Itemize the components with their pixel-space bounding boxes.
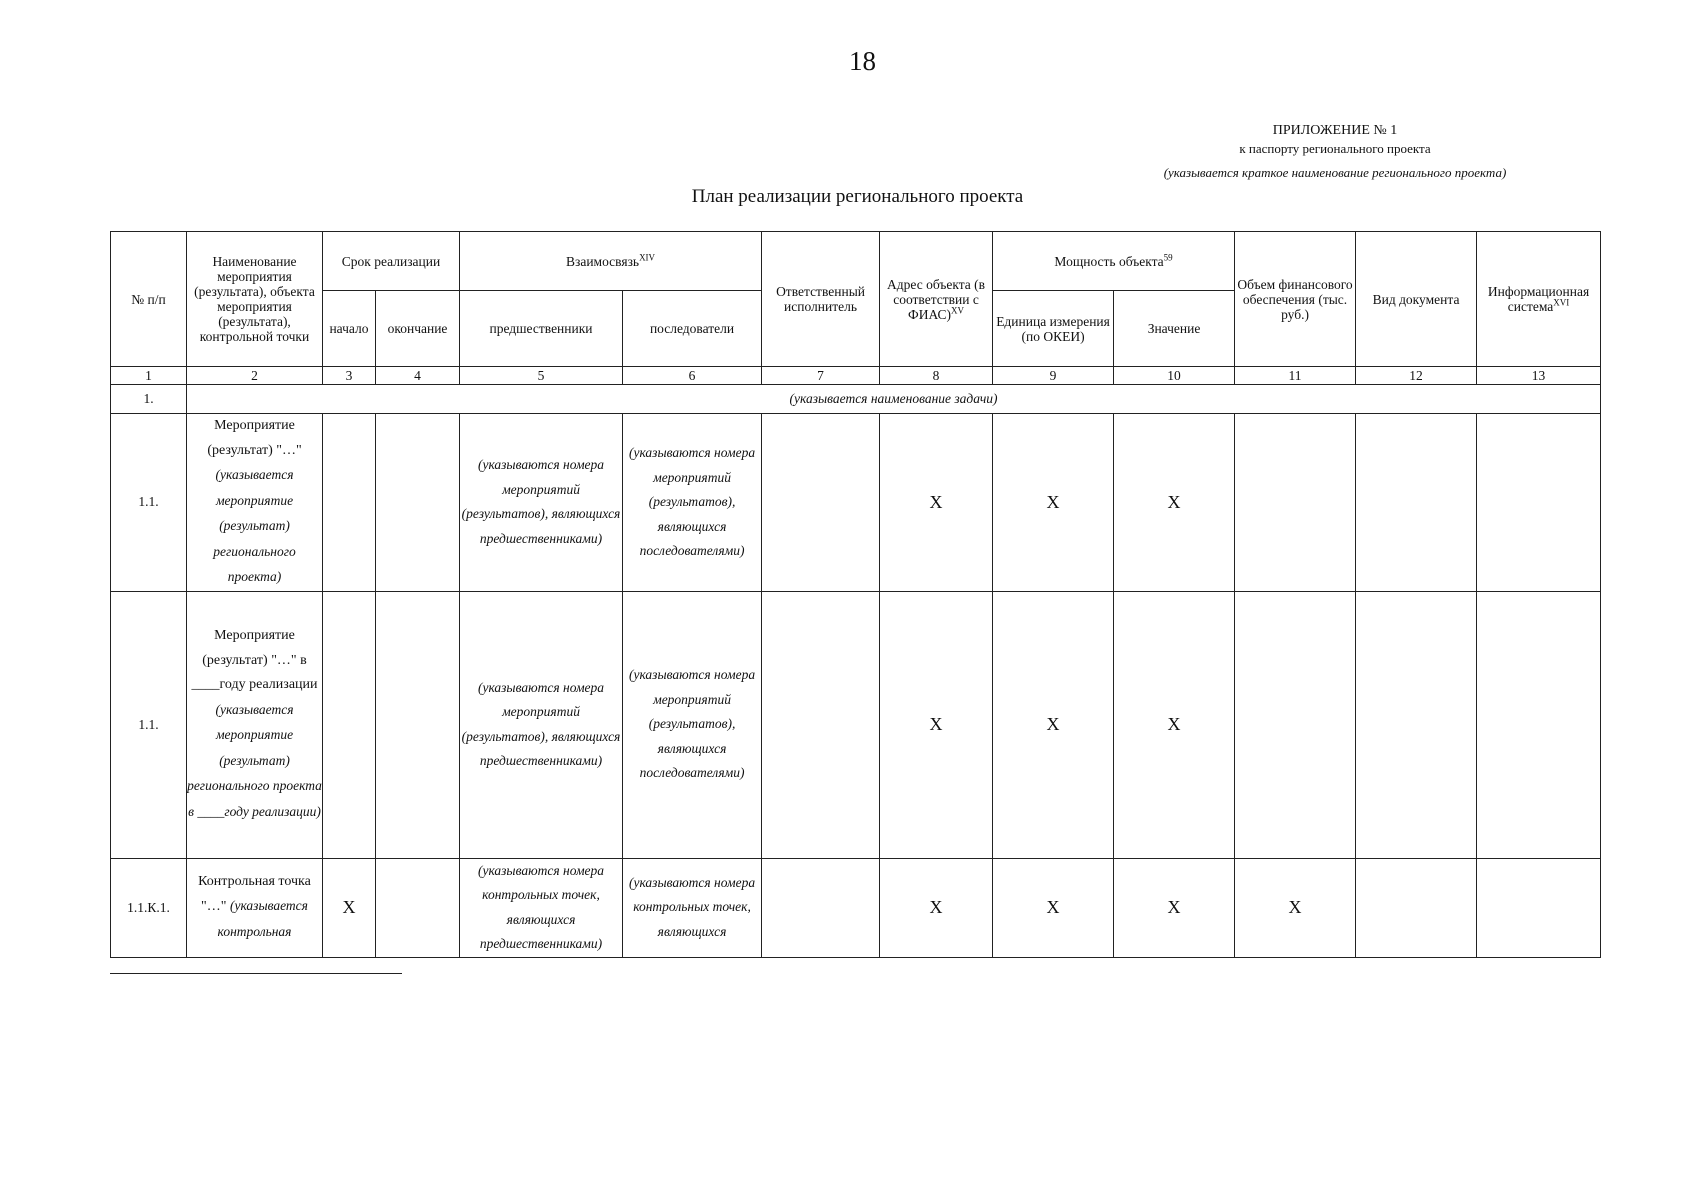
column-number: 2 (187, 367, 323, 385)
table-row (111, 414, 1601, 592)
column-number: 11 (1235, 367, 1356, 385)
header-doc-type: Вид документа (1356, 232, 1477, 367)
row-value: X (1114, 858, 1235, 957)
column-number: 4 (376, 367, 460, 385)
row-start: X (323, 858, 376, 957)
task-text: (указывается наименование задачи) (187, 385, 1601, 414)
row-name (187, 591, 323, 858)
row-unit: X (993, 591, 1114, 858)
row-doc-type (1356, 591, 1477, 858)
row-name-hint: (указывается контрольная (217, 898, 308, 939)
header-predecessors: предшественники (460, 291, 623, 367)
page-number: 18 (849, 46, 876, 76)
header-relation (460, 232, 762, 291)
column-number: 10 (1114, 367, 1235, 385)
plan-table (110, 231, 1601, 958)
header-info-system-footnote: XVI (1553, 297, 1570, 308)
appendix-subtitle: к паспорту регионального проекта (1239, 141, 1431, 156)
row-successors: (указываются номера мероприятий (результатов), являющихся последователями) (623, 414, 762, 592)
row-name-text: Мероприятие (результат) "…" (207, 418, 302, 458)
row-unit: X (993, 414, 1114, 592)
header-name: Наименование мероприятия (результата), объекта мероприятия (результата), контрольной точки (187, 232, 323, 367)
row-finance (1235, 591, 1356, 858)
column-number: 9 (993, 367, 1114, 385)
header-relation-text: Взаимосвязь (565, 253, 640, 269)
row-info-system (1477, 591, 1601, 858)
appendix-hint: (указывается краткое наименование регионального проекта) (1163, 165, 1507, 180)
row-successors: (указываются номера мероприятий (результатов), являющихся последователями) (623, 591, 762, 858)
row-start (323, 414, 376, 592)
column-number: 8 (880, 367, 993, 385)
row-num: 1.1. (111, 414, 187, 592)
row-name-hint: (указывается мероприятие (результат) регионального проекта в ____году реализации) (187, 701, 322, 819)
table-row (111, 591, 1601, 858)
task-num: 1. (111, 385, 187, 414)
table-row (111, 858, 1601, 957)
header-info-system-text: Информационная система (1487, 284, 1590, 314)
row-name-text: Контрольная точка "…" (198, 873, 311, 915)
row-name-hint: (указывается мероприятие (результат) регионального проекта) (213, 467, 296, 584)
row-name (187, 858, 323, 957)
row-finance (1235, 414, 1356, 592)
row-predecessors: (указываются номера мероприятий (результатов), являющихся предшественниками) (460, 414, 623, 592)
row-info-system (1477, 858, 1601, 957)
appendix-title: ПРИЛОЖЕНИЕ № 1 (1272, 123, 1398, 138)
row-doc-type (1356, 414, 1477, 592)
row-address: X (880, 414, 993, 592)
header-capacity-footnote: 59 (1163, 252, 1173, 262)
header-value: Значение (1114, 291, 1235, 367)
header-row (111, 232, 1601, 291)
row-num: 1.1.К.1. (111, 858, 187, 957)
row-successors: (указываются номера контрольных точек, являющихся (623, 858, 762, 957)
row-value: X (1114, 414, 1235, 592)
row-start (323, 591, 376, 858)
header-address (880, 232, 993, 367)
header-successors: последователи (623, 291, 762, 367)
row-address: X (880, 591, 993, 858)
header-capacity (993, 232, 1235, 291)
header-info-system (1477, 232, 1601, 367)
row-name (187, 414, 323, 592)
row-info-system (1477, 414, 1601, 592)
plan-title: План реализации регионального проекта (691, 186, 1024, 207)
row-unit: X (993, 858, 1114, 957)
row-address: X (880, 858, 993, 957)
header-address-footnote: XV (951, 305, 965, 315)
row-num: 1.1. (111, 591, 187, 858)
column-number: 3 (323, 367, 376, 385)
column-number: 13 (1477, 367, 1601, 385)
row-finance: X (1235, 858, 1356, 957)
row-name-text: Мероприятие (результат) "…" в ____году реализации (191, 628, 318, 692)
header-capacity-text: Мощность объекта (1054, 253, 1164, 269)
row-responsible (762, 591, 880, 858)
header-num: № п/п (111, 232, 187, 367)
header-finance: Объем финансового обеспечения (тыс. руб.) (1235, 232, 1356, 367)
column-number: 1 (111, 367, 187, 385)
footnote-separator (110, 973, 402, 974)
task-row (111, 385, 1601, 414)
row-end (376, 414, 460, 592)
header-relation-footnote: XIV (639, 252, 656, 262)
row-responsible (762, 858, 880, 957)
row-end (376, 858, 460, 957)
row-responsible (762, 414, 880, 592)
row-doc-type (1356, 858, 1477, 957)
column-numbers-row (111, 367, 1601, 385)
row-end (376, 591, 460, 858)
row-value: X (1114, 591, 1235, 858)
column-number: 5 (460, 367, 623, 385)
row-predecessors: (указываются номера мероприятий (результатов), являющихся предшественниками) (460, 591, 623, 858)
header-end: окончание (376, 291, 460, 367)
row-predecessors: (указываются номера контрольных точек, являющихся предшественниками) (460, 858, 623, 957)
column-number: 12 (1356, 367, 1477, 385)
header-address-text: Адрес объекта (в соответствии с ФИАС) (887, 276, 986, 322)
header-period: Срок реализации (323, 232, 460, 291)
column-number: 7 (762, 367, 880, 385)
header-start: начало (323, 291, 376, 367)
column-number: 6 (623, 367, 762, 385)
appendix-block (1085, 122, 1585, 182)
header-responsible: Ответственный исполнитель (762, 232, 880, 367)
header-unit: Единица измерения (по ОКЕИ) (993, 291, 1114, 367)
